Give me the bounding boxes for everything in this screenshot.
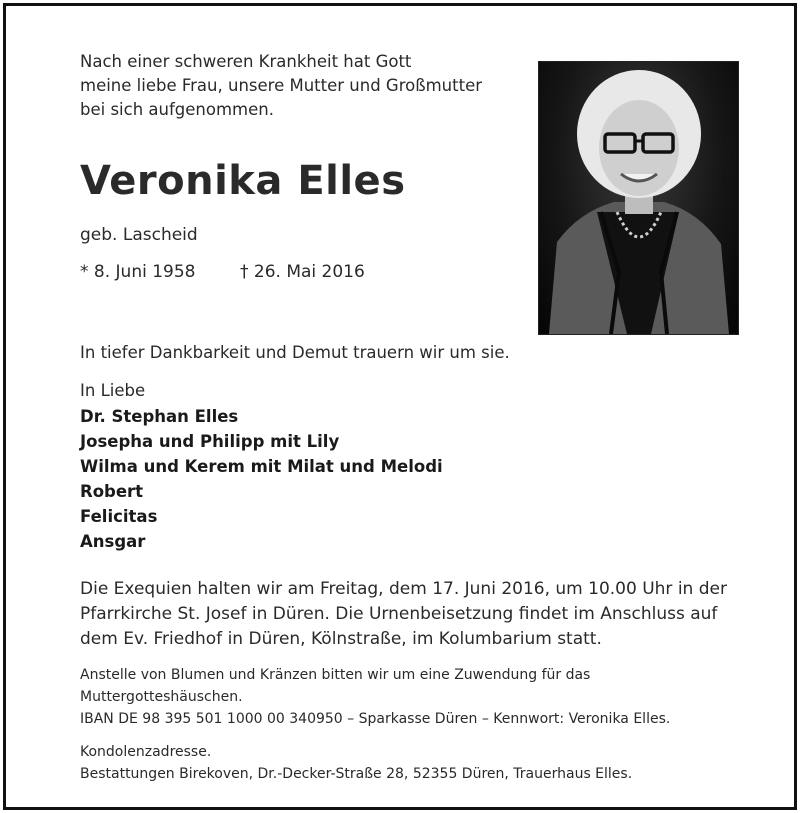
donation-request (80, 664, 740, 730)
intro-text (80, 50, 482, 122)
donation-line: Anstelle von Blumen und Kränzen bitten wir um eine Zuwendung für das (80, 667, 591, 683)
funeral-line: dem Ev. Friedhof in Düren, Kölnstraße, im Kolumbarium statt. (80, 629, 602, 649)
portrait-photo (538, 61, 739, 335)
portrait-illustration (539, 62, 738, 334)
condolence-address (80, 741, 632, 785)
mourning-line: In tiefer Dankbarkeit und Demut trauern wir um sie. (80, 343, 510, 362)
donation-iban: IBAN DE 98 395 501 1000 00 340950 – Sparkasse Düren – Kennwort: Veronika Elles. (80, 711, 671, 727)
funeral-details (80, 577, 740, 652)
in-liebe-label: In Liebe (80, 381, 146, 400)
intro-line: meine liebe Frau, unsere Mutter und Großmutter (80, 76, 483, 95)
condolence-line: Bestattungen Birekoven, Dr.-Decker-Straße 28, 52355 Düren, Trauerhaus Elles. (80, 766, 633, 782)
mourner-name: Ansgar (80, 532, 146, 551)
death-date: † 26. Mai 2016 (240, 262, 365, 282)
deceased-name: Veronika Elles (80, 158, 406, 204)
mourner-name: Robert (80, 482, 144, 501)
intro-line: Nach einer schweren Krankheit hat Gott (80, 52, 412, 71)
birth-date: * 8. Juni 1958 (80, 262, 196, 282)
mourner-name: Felicitas (80, 507, 158, 526)
intro-line: bei sich aufgenommen. (80, 100, 274, 119)
life-dates (80, 262, 365, 282)
condolence-label: Kondolenzadresse. (80, 744, 212, 760)
funeral-line: Die Exequien halten wir am Freitag, dem 17. Juni 2016, um 10.00 Uhr in der (80, 579, 727, 599)
birth-name: geb. Lascheid (80, 225, 198, 245)
mourners-list (80, 404, 443, 554)
donation-line: Muttergotteshäuschen. (80, 689, 243, 705)
mourner-name: Dr. Stephan Elles (80, 407, 239, 426)
funeral-line: Pfarrkirche St. Josef in Düren. Die Urnenbeisetzung findet im Anschluss auf (80, 604, 718, 624)
mourner-name: Wilma und Kerem mit Milat und Melodi (80, 457, 443, 476)
mourner-name: Josepha und Philipp mit Lily (80, 432, 340, 451)
